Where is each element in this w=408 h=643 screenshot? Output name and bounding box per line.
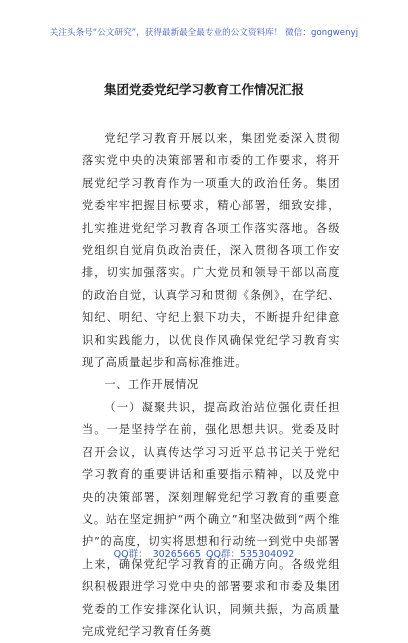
body-paragraph-intro: 党纪学习教育开展以来，集团党委深入贯彻落实党中央的决策部署和市委的工作要求，将开展党纪学习教育作为一项重大的政治任务。集团党委牢牢把握目标要求，精心部署，细致安排，扎实推进党纪学习教育各项工作落实落地。各级党组织自觉肩负政治责任，深入贯彻各项工作安排，切实加强落实。广大党员和领导干部以高度的政治自觉，认真学习和贯彻《条例》，在学纪、知纪、明纪、守纪上狠下功夫，不断提升纪律意识和实践能力，以优良作风确保党纪学习教育实现了高质量起步和高标准推进。 [82, 132, 340, 370]
footer-qq-groups: QQ群： 30265665 QQ群：535304092 [113, 549, 295, 560]
header-promo-note: 关注头条号“公文研究”，获得最新最全最专业的公文资料库！ 微信：gongwenyj [49, 28, 359, 38]
body-paragraph-1: （一）凝聚共识，提高政治站位强化责任担当。一是坚持学在前，强化思想共识。党委及时召开会议，认真传达学习习近平总书记关于党纪学习教育的重要讲话和重要指示精神，以及党中央的决策部署，深刻理解党纪学习教育的重要意义。站在坚定拥护“两个确立”和坚决做到“两个维护”的高度，切实将思想和行动统一到党中央部署上来，确保党纪学习教育的正确方向。各级党组织积极跟进学习党中央的部署要求和市委及集团党委的工作安排深化认识，同频共振，为高质量完成党纪学习教育任务奠 [82, 400, 340, 638]
document-body [82, 128, 340, 643]
document-title: 集团党委党纪学习教育工作情况汇报 [103, 82, 304, 97]
section-heading: 一、工作开展情况 [104, 378, 199, 392]
